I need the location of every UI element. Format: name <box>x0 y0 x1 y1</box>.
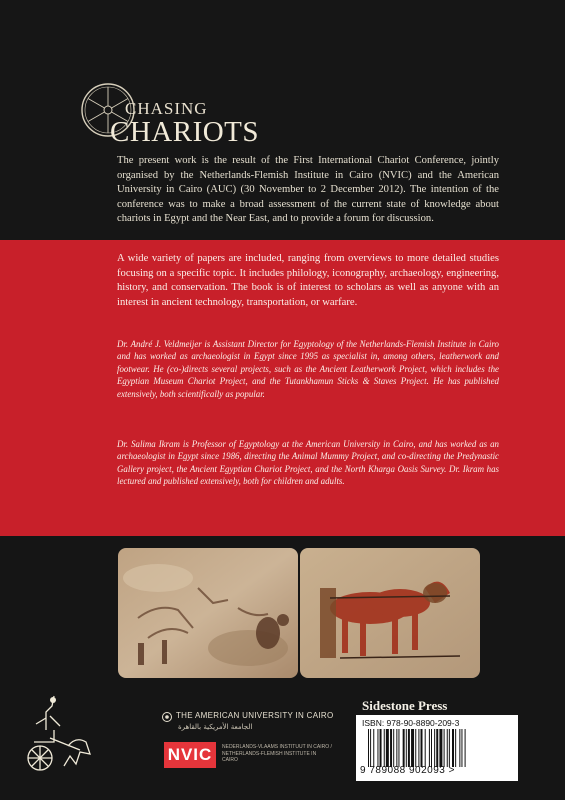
barcode-number: 9 789088 902093 > <box>360 765 455 776</box>
barcode-bars <box>366 729 510 767</box>
relief-photo-right <box>300 548 480 678</box>
barcode <box>356 715 518 781</box>
auc-emblem-icon <box>162 712 172 722</box>
title-line-2: CHARIOTS <box>110 116 260 148</box>
title-line-1: CHASING <box>125 99 208 118</box>
intro-paragraph: The present work is the result of the First International Chariot Conference, jointly organised by the Netherlands-Flemish Institute in Cairo (NVIC) and the American University in Cairo (AUC) (30 November to 2 December 2012). The intention of the conference was to make a broad assessment of the current state of knowledge about chariots in Egypt and the Near East, and to provide a forum for discussion. <box>117 155 499 225</box>
publisher-name: Sidestone Press <box>362 698 448 713</box>
chariot-illustration-icon <box>20 690 92 780</box>
author-bio-veldmeijer: Dr. André J. Veldmeijer is Assistant Director for Egyptology of the Netherlands-Flemish Institute in Cairo and has worked as archaeologist in Egypt since 1995 as specialist in, among others, leatherwork and footwear. He (co-)directs several projects, such as the Ancient Leatherwork Project, which includes the Egyptian Museum Chariot Project, and the Tutankhamun Sticks & Staves Project. He has published extensively, both scientifically as popular. <box>117 339 499 399</box>
nvic-subtitle: NEDERLANDS-VLAAMS INSTITUUT IN CAIRO / NETHERLANDS-FLEMISH INSTITUTE IN CAIRO <box>222 744 332 763</box>
isbn-label: ISBN: 978-90-8890-209-3 <box>362 718 460 728</box>
relief-photo-left <box>118 548 298 678</box>
auc-name: THE AMERICAN UNIVERSITY IN CAIRO <box>176 711 334 720</box>
nvic-logo: NVIC <box>164 742 216 768</box>
auc-name-arabic: الجامعة الأمريكية بالقاهرة <box>178 723 253 731</box>
author-bio-ikram: Dr. Salima Ikram is Professor of Egyptology at the American University in Cairo, and has worked as an archaeologist in Egypt since 1986, directing the Animal Mummy Project, and co-directing the Predynastic Gallery project, the Ancient Egyptian Chariot Project, and the North Kharga Oasis Survey. Dr. Ikram has lectured and published extensively, both for children and adults. <box>117 439 499 487</box>
series-logo <box>80 80 260 150</box>
scope-paragraph: A wide variety of papers are included, ranging from overviews to more detailed studies focusing on a specific topic. It includes philology, iconography, archaeology, engineering, history, and conservation. The book is of interest to scholars as well as anyone with an interest in ancient technology, transportation, or warfare. <box>117 253 499 308</box>
